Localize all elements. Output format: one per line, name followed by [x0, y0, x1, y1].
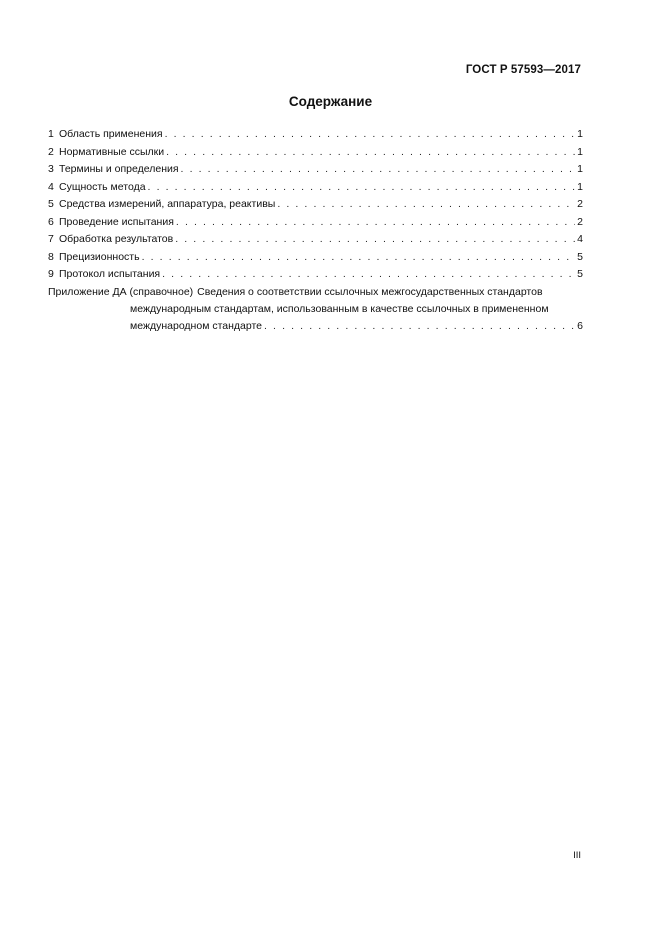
toc-item-page: 2: [577, 215, 583, 228]
toc-item[interactable]: [48, 231, 583, 249]
toc-item-page: 1: [577, 145, 583, 158]
toc-item-label: Термины и определения: [59, 163, 179, 175]
toc-item[interactable]: [48, 126, 583, 144]
toc-leader-dots: [162, 266, 575, 284]
toc-item-page: 1: [577, 180, 583, 193]
toc-item[interactable]: [48, 144, 583, 162]
toc-leader-dots: [181, 161, 575, 179]
toc-title: Содержание: [288, 94, 373, 109]
appendix-prefix: Приложение ДА (справочное): [48, 285, 194, 298]
toc-leader-dots: [142, 249, 575, 267]
toc-item[interactable]: [48, 179, 583, 197]
document-code: ГОСТ Р 57593—2017: [465, 64, 581, 76]
toc-item-label: Протокол испытания: [59, 268, 161, 280]
toc-item-page: 6: [577, 319, 583, 332]
toc-item-label: Область применения: [59, 128, 163, 140]
toc-item-label: Сущность метода: [59, 180, 146, 193]
toc-item-number: 8: [48, 250, 54, 263]
toc-item[interactable]: [48, 214, 583, 232]
toc-item-label: Прецизионность: [59, 250, 140, 263]
toc-item-number: 5: [48, 198, 54, 210]
toc-leader-dots: [176, 214, 575, 232]
toc-leader-dots: [175, 231, 575, 249]
toc-item[interactable]: [48, 249, 583, 267]
toc-item-number: 3: [48, 163, 54, 175]
toc-leader-dots: [165, 126, 575, 144]
toc-leader-dots: [148, 179, 575, 197]
toc-leader-dots: [264, 318, 575, 335]
toc-item-number: 1: [48, 128, 54, 140]
toc-item[interactable]: [48, 161, 583, 179]
toc-item[interactable]: [48, 196, 583, 214]
appendix-title-line-3: международном стандарте: [130, 319, 263, 332]
toc-item-label: Проведение испытания: [59, 215, 174, 228]
toc-item-label: Обработка результатов: [59, 233, 174, 245]
toc-item-number: 2: [48, 145, 54, 158]
toc-item-label: Средства измерений, аппаратура, реактивы: [59, 198, 276, 210]
toc-item-page: 5: [577, 268, 583, 280]
toc-item-page: 5: [577, 250, 583, 263]
toc-item-page: 1: [577, 128, 583, 140]
toc-item-page: 4: [577, 233, 583, 245]
toc-item-number: 4: [48, 180, 54, 193]
page-number: III: [573, 850, 581, 861]
appendix-title-line-1: Сведения о соответствии ссылочных межгосударственных стандартов: [197, 285, 543, 298]
toc-leader-dots: [166, 144, 575, 162]
toc-appendix-item[interactable]: [48, 284, 583, 335]
toc-item-number: 7: [48, 233, 54, 245]
toc-item-page: 1: [577, 163, 583, 175]
toc-item-page: 2: [577, 198, 583, 210]
toc-item-label: Нормативные ссылки: [59, 145, 165, 158]
toc-item-number: 9: [48, 268, 54, 280]
toc-item-number: 6: [48, 215, 54, 228]
appendix-title-line-2: международным стандартам, использованным в качестве ссылочных в примененном: [130, 302, 549, 315]
toc-leader-dots: [277, 196, 575, 214]
toc-item[interactable]: [48, 266, 583, 284]
table-of-contents: [48, 126, 583, 335]
